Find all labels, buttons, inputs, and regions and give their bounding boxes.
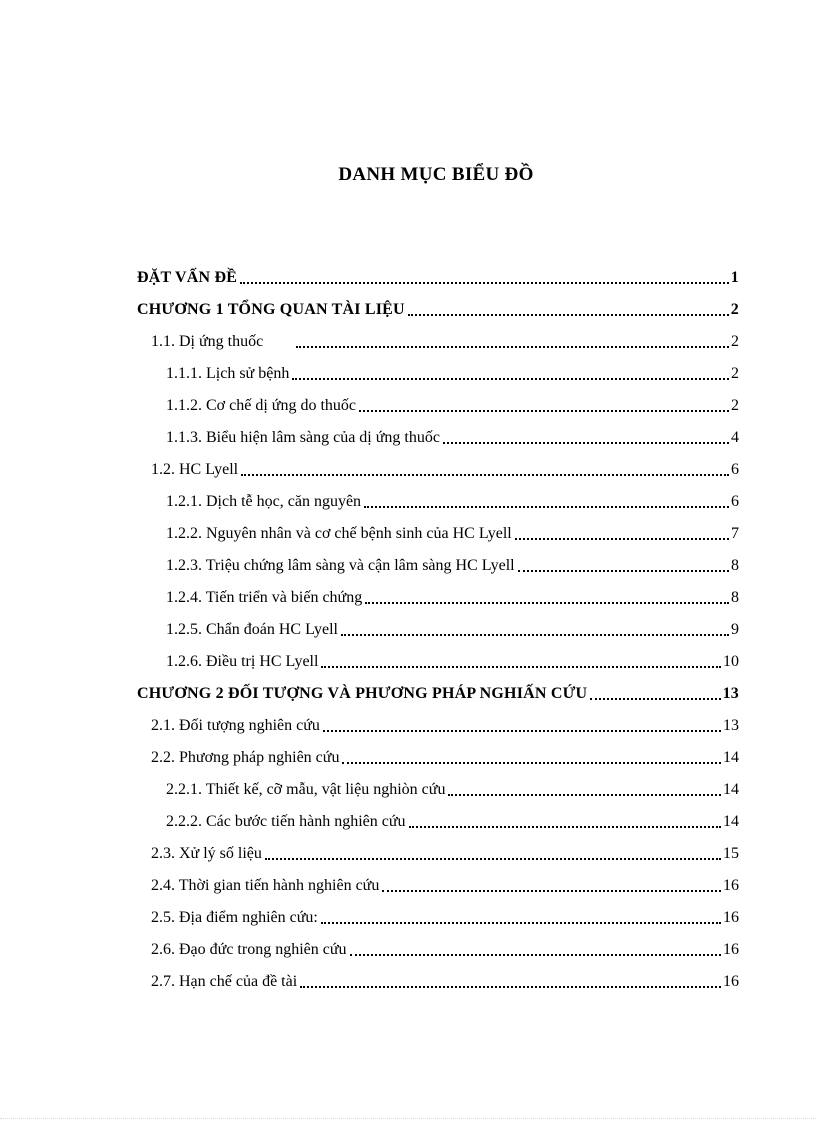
leader-dots bbox=[382, 890, 721, 892]
toc-entry-label: 1.1.3. Biểu hiện lâm sàng của dị ứng thuốc bbox=[166, 429, 440, 446]
toc-entry-page: 4 bbox=[731, 429, 739, 446]
leader-dots bbox=[300, 986, 721, 988]
toc-entry-page: 6 bbox=[731, 461, 739, 478]
toc-entry-label: 2.2.1. Thiết kế, cỡ mẫu, vật liệu nghiòn cứu bbox=[166, 781, 446, 798]
toc-entry-label: 2.1. Đối tượng nghiên cứu bbox=[151, 717, 320, 734]
toc-entry[interactable] bbox=[166, 424, 739, 448]
toc-entry[interactable] bbox=[137, 296, 739, 320]
leader-dots bbox=[341, 634, 729, 636]
leader-dots bbox=[364, 506, 729, 508]
leader-dots bbox=[321, 922, 721, 924]
toc-entry[interactable] bbox=[137, 680, 739, 704]
toc-entry-label: 2.6. Đạo đức trong nghiên cứu bbox=[151, 941, 347, 958]
toc-entry-page: 15 bbox=[723, 845, 739, 862]
toc-entry-page: 16 bbox=[723, 909, 739, 926]
toc-entry-page: 2 bbox=[730, 301, 739, 318]
toc-entry-label: 1.1. Dị ứng thuốc bbox=[151, 333, 264, 350]
toc-entry-label: ĐẶT VẤN ĐỀ bbox=[137, 269, 238, 286]
toc-entry-page: 16 bbox=[723, 941, 739, 958]
toc-entry-page: 2 bbox=[731, 333, 739, 350]
leader-dots bbox=[296, 346, 729, 348]
toc-entry-label: 1.2.1. Dịch tễ học, căn nguyên bbox=[166, 493, 362, 510]
toc-entry[interactable] bbox=[151, 968, 739, 992]
page-bottom-divider bbox=[0, 1118, 816, 1119]
toc-entry-page: 2 bbox=[731, 397, 739, 414]
toc-entry[interactable] bbox=[166, 520, 739, 544]
toc-entry-page: 1 bbox=[730, 269, 739, 286]
leader-dots bbox=[515, 538, 729, 540]
leader-dots bbox=[443, 442, 729, 444]
leader-dots bbox=[241, 474, 729, 476]
leader-dots bbox=[409, 826, 721, 828]
toc-entry-page: 8 bbox=[731, 589, 739, 606]
toc-entry-page: 14 bbox=[723, 749, 739, 766]
leader-dots bbox=[518, 570, 729, 572]
toc-entry[interactable] bbox=[151, 872, 739, 896]
toc-entry-page: 13 bbox=[723, 717, 739, 734]
leader-dots bbox=[321, 666, 721, 668]
toc-entry[interactable] bbox=[166, 616, 739, 640]
toc-entry-label: 2.2. Phương pháp nghiên cứu bbox=[151, 749, 340, 766]
toc-entry[interactable] bbox=[166, 552, 739, 576]
leader-dots bbox=[448, 794, 721, 796]
toc-entry-label: 2.2.2. Các bước tiến hành nghiên cứu bbox=[166, 813, 406, 830]
toc-entry-label: 1.2.4. Tiến triển và biến chứng bbox=[166, 589, 363, 606]
toc-entry-label: 1.2. HC Lyell bbox=[151, 461, 239, 478]
leader-dots bbox=[350, 954, 721, 956]
toc-entry[interactable] bbox=[151, 936, 739, 960]
toc-entry-page: 14 bbox=[723, 781, 739, 798]
toc-entry[interactable] bbox=[151, 840, 739, 864]
toc-entry-page: 9 bbox=[731, 621, 739, 638]
toc-entry-label: 1.2.5. Chẩn đoán HC Lyell bbox=[166, 621, 338, 638]
toc-entry-page: 6 bbox=[731, 493, 739, 510]
toc-entry[interactable] bbox=[166, 808, 739, 832]
leader-dots bbox=[365, 602, 729, 604]
toc-entry-page: 16 bbox=[723, 877, 739, 894]
toc-entry-label: CHƯƠNG 2 ĐỐI TƯỢNG VÀ PHƯƠNG PHÁP NGHIẤN CỨU bbox=[137, 685, 588, 702]
leader-dots bbox=[265, 858, 721, 860]
toc-entry[interactable] bbox=[166, 584, 739, 608]
leader-dots bbox=[590, 698, 720, 700]
toc-entry[interactable] bbox=[166, 488, 739, 512]
toc-entry-label: 1.1.2. Cơ chế dị ứng do thuốc bbox=[166, 397, 356, 414]
toc-entry-label: 2.7. Hạn chế của đề tài bbox=[151, 973, 298, 990]
toc-entry[interactable] bbox=[151, 904, 739, 928]
leader-dots bbox=[240, 282, 729, 284]
toc-entry[interactable] bbox=[166, 392, 739, 416]
leader-dots bbox=[408, 314, 729, 316]
toc-entry[interactable] bbox=[151, 744, 739, 768]
toc-entry-page: 16 bbox=[723, 973, 739, 990]
toc-entry-label: 2.3. Xử lý số liệu bbox=[151, 845, 262, 862]
toc-entry-label: 1.2.6. Điều trị HC Lyell bbox=[166, 653, 319, 670]
toc-entry-label: CHƯƠNG 1 TỔNG QUAN TÀI LIỆU bbox=[137, 301, 405, 318]
toc-entry[interactable] bbox=[166, 776, 739, 800]
toc-entry-page: 14 bbox=[723, 813, 739, 830]
toc-entry[interactable] bbox=[166, 648, 739, 672]
toc-entry-label: 2.5. Địa điểm nghiên cứu: bbox=[151, 909, 318, 926]
toc-entry-label: 1.2.3. Triệu chứng lâm sàng và cận lâm sàng HC Lyell bbox=[166, 557, 515, 574]
toc-entry-page: 13 bbox=[722, 685, 739, 702]
leader-dots bbox=[292, 378, 729, 380]
toc-entry-page: 7 bbox=[731, 525, 739, 542]
leader-dots bbox=[323, 730, 721, 732]
toc-entry-label: 1.2.2. Nguyên nhân và cơ chế bệnh sinh của HC Lyell bbox=[166, 525, 512, 542]
toc-entry-page: 10 bbox=[723, 653, 739, 670]
leader-dots bbox=[359, 410, 729, 412]
toc-entry[interactable] bbox=[137, 264, 739, 288]
toc-entry[interactable] bbox=[151, 456, 739, 480]
toc-entry-page: 2 bbox=[731, 365, 739, 382]
toc-entry[interactable] bbox=[151, 328, 739, 352]
toc-entry[interactable] bbox=[166, 360, 739, 384]
toc-entry[interactable] bbox=[151, 712, 739, 736]
toc-entry-page: 8 bbox=[731, 557, 739, 574]
page-title: DANH MỤC BIỂU ĐỒ bbox=[338, 164, 534, 185]
toc-entry-label: 1.1.1. Lịch sử bệnh bbox=[166, 365, 290, 382]
toc-entry-label: 2.4. Thời gian tiến hành nghiên cứu bbox=[151, 877, 380, 894]
leader-dots bbox=[342, 762, 721, 764]
